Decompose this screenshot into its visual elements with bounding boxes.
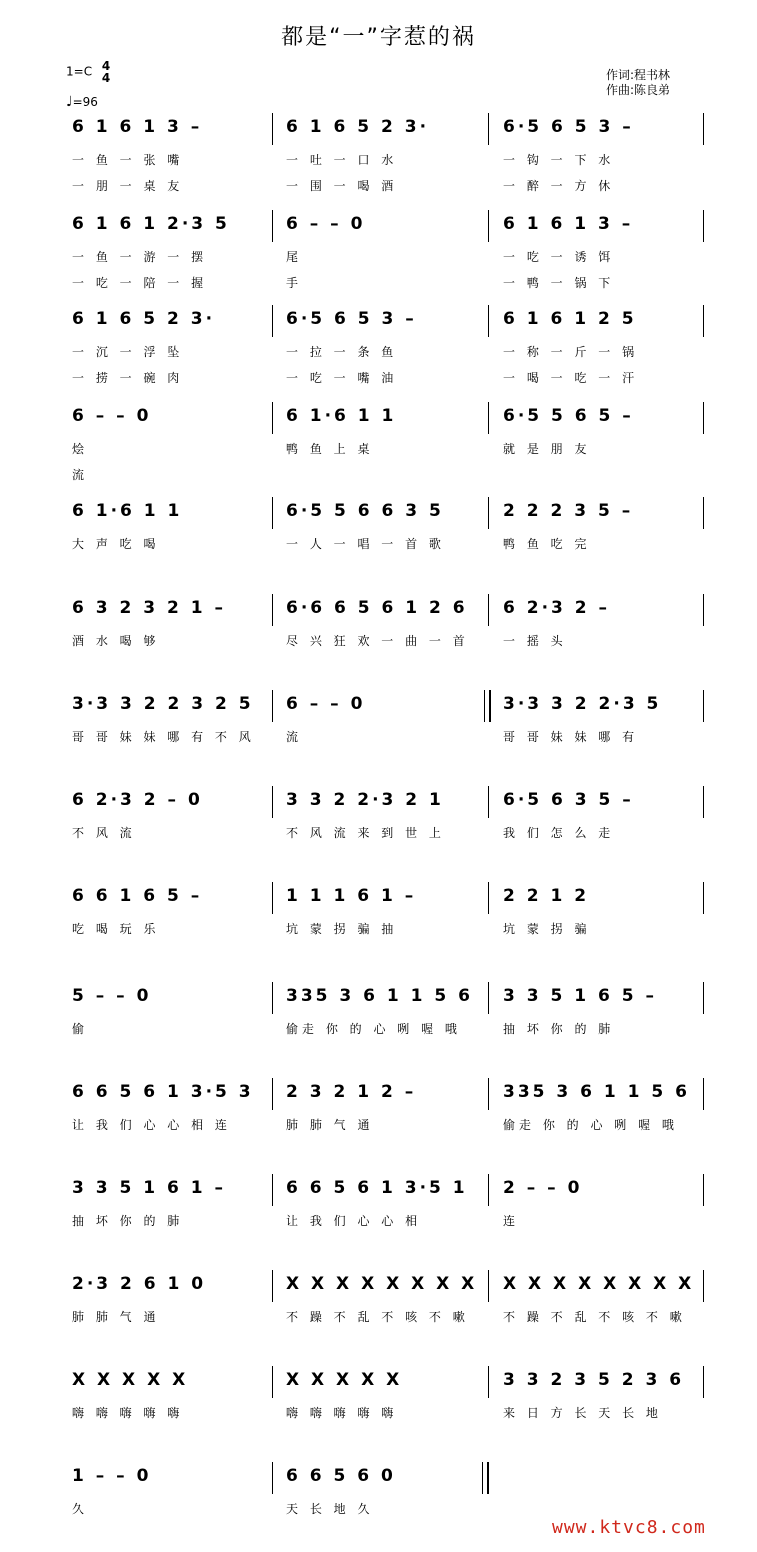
measure-notes: 6·5 5 6 5 – — [503, 406, 634, 426]
lyric-line-1: 肺 肺 气 通 — [286, 1118, 374, 1132]
key-and-time-signature — [66, 60, 110, 84]
barline — [703, 594, 704, 626]
measure-notes: 6 1 6 1 3 – — [72, 117, 203, 137]
barline — [703, 786, 704, 818]
lyric-line-1: 鸭 鱼 吃 完 — [503, 537, 591, 551]
barline — [272, 305, 273, 337]
measure-notes: 6 1 6 1 2 5 — [503, 309, 637, 329]
measure-notes: 6 6 5 6 1 3·5 3 — [72, 1082, 254, 1102]
measure-notes: 2 2 2 3 5 – — [503, 501, 634, 521]
measure-notes: 6·6 6 5 6 1 2 6 — [286, 598, 468, 618]
barline — [488, 1174, 489, 1206]
score-system — [0, 113, 757, 203]
barline — [272, 113, 273, 145]
measure-notes: 6 6 5 6 1 3·5 1 — [286, 1178, 468, 1198]
tempo-marking — [66, 94, 98, 110]
barline — [272, 210, 273, 242]
barline — [703, 402, 704, 434]
lyric-line-1: 鸭 鱼 上 桌 — [286, 442, 374, 456]
score-system — [0, 882, 757, 972]
lyric-line-1: 坑 蒙 拐 骗 抽 — [286, 922, 398, 936]
score-system — [0, 1270, 757, 1360]
lyric-line-1: 我 们 怎 么 走 — [503, 826, 615, 840]
lyric-line-1: 一 吐 一 口 水 — [286, 153, 398, 167]
barline — [703, 690, 704, 722]
measure-notes: 6·5 6 5 3 – — [503, 117, 634, 137]
measure-notes: 6 1·6 1 1 — [72, 501, 183, 521]
barline — [703, 1366, 704, 1398]
lyric-line-2: 一 围 一 喝 酒 — [286, 179, 398, 193]
lyric-line-1: 不 风 流 — [72, 826, 136, 840]
lyric-line-2: 一 吃 一 嘴 油 — [286, 371, 398, 385]
barline — [272, 402, 273, 434]
barline — [703, 1078, 704, 1110]
lyricist-credit: 作词:程书林 — [606, 68, 671, 82]
barline — [272, 594, 273, 626]
barline — [272, 1078, 273, 1110]
barline — [272, 690, 273, 722]
time-signature-bottom: 4 — [101, 71, 111, 85]
measure-notes: 335 3 6 1 1 5 6 — [286, 986, 473, 1006]
lyric-line-2: 一 醉 一 方 休 — [503, 179, 615, 193]
lyric-line-1: 偷 — [72, 1022, 89, 1036]
score-system — [0, 1366, 757, 1456]
barline — [488, 882, 489, 914]
barline — [703, 982, 704, 1014]
lyric-line-2: 一 鸭 一 锅 下 — [503, 276, 615, 290]
repeat-barline — [484, 690, 491, 722]
lyric-line-2: 一 朋 一 桌 友 — [72, 179, 184, 193]
lyric-line-1: 不 风 流 来 到 世 上 — [286, 826, 445, 840]
barline — [488, 305, 489, 337]
barline — [703, 1270, 704, 1302]
site-watermark: www.ktvc8.com — [552, 1517, 706, 1538]
measure-notes: 335 3 6 1 1 5 6 — [503, 1082, 690, 1102]
lyric-line-1: 来 日 方 长 天 长 地 — [503, 1406, 662, 1420]
measure-notes: 1 1 1 6 1 – — [286, 886, 417, 906]
measure-notes: 1 – – 0 — [72, 1466, 152, 1486]
lyric-line-1: 肺 肺 气 通 — [72, 1310, 160, 1324]
lyric-line-1: 一 钩 一 下 水 — [503, 153, 615, 167]
measure-notes: 3 3 2 2·3 2 1 — [286, 790, 444, 810]
score-system — [0, 690, 757, 780]
song-title: 都是“一”字惹的祸 — [281, 25, 476, 50]
lyric-line-2: 手 — [286, 276, 303, 290]
lyric-line-1: 尾 — [286, 250, 303, 264]
lyric-line-1: 一 鱼 一 游 一 摆 — [72, 250, 208, 264]
measure-notes: 6 1·6 1 1 — [286, 406, 397, 426]
lyric-line-1: 嗨 嗨 嗨 嗨 嗨 — [72, 1406, 184, 1420]
time-signature — [102, 60, 110, 84]
measure-notes: 2 – – 0 — [503, 1178, 583, 1198]
lyric-line-1: 偷走 你 的 心 咧 喔 哦 — [503, 1118, 678, 1132]
measure-notes: X X X X X X X X — [503, 1274, 695, 1294]
time-signature-top: 4 — [101, 59, 111, 73]
measure-notes: 6 1 6 5 2 3· — [72, 309, 216, 329]
lyric-line-1: 烩 — [72, 442, 89, 456]
lyric-line-1: 天 长 地 久 — [286, 1502, 374, 1516]
score-system — [0, 982, 757, 1072]
lyric-line-1: 偷走 你 的 心 咧 喔 哦 — [286, 1022, 461, 1036]
barline — [703, 113, 704, 145]
measure-notes: X X X X X — [72, 1370, 189, 1390]
measure-notes: 3·3 3 2 2 3 2 5 — [72, 694, 254, 714]
lyric-line-1: 哥 哥 妹 妹 哪 有 不 风 — [72, 730, 255, 744]
measure-notes: 6 2·3 2 – 0 — [72, 790, 203, 810]
lyric-line-1: 连 — [503, 1214, 520, 1228]
lyric-line-1: 一 摇 头 — [503, 634, 567, 648]
measure-notes: 3 3 2 3 5 2 3 6 — [503, 1370, 685, 1390]
measure-notes: X X X X X X X X — [286, 1274, 478, 1294]
measure-notes: 2 3 2 1 2 – — [286, 1082, 417, 1102]
measure-notes: 6 – – 0 — [286, 214, 366, 234]
score-system — [0, 305, 757, 395]
quarter-note-icon: ♩ — [66, 94, 73, 110]
barline — [272, 882, 273, 914]
score-system — [0, 1078, 757, 1168]
tempo-value: =96 — [72, 95, 98, 109]
score-system — [0, 1462, 757, 1552]
barline — [703, 210, 704, 242]
lyric-line-1: 让 我 们 心 心 相 — [286, 1214, 422, 1228]
lyric-line-1: 就 是 朋 友 — [503, 442, 591, 456]
measure-notes: 6 – – 0 — [72, 406, 152, 426]
lyric-line-2: 一 吃 一 陪 一 握 — [72, 276, 208, 290]
lyric-line-1: 嗨 嗨 嗨 嗨 嗨 — [286, 1406, 398, 1420]
lyric-line-1: 哥 哥 妹 妹 哪 有 — [503, 730, 639, 744]
barline — [703, 1174, 704, 1206]
measure-notes: 6 2·3 2 – — [503, 598, 611, 618]
measure-notes: 2·3 2 6 1 0 — [72, 1274, 207, 1294]
score-system — [0, 210, 757, 300]
lyric-line-1: 一 沉 一 浮 坠 — [72, 345, 184, 359]
barline — [272, 982, 273, 1014]
lyric-line-1: 一 吃 一 诱 饵 — [503, 250, 615, 264]
barline — [703, 497, 704, 529]
score-system — [0, 402, 757, 492]
lyric-line-1: 抽 坏 你 的 肺 — [503, 1022, 615, 1036]
measure-notes: 6 6 1 6 5 – — [72, 886, 203, 906]
lyric-line-1: 让 我 们 心 心 相 连 — [72, 1118, 231, 1132]
lyric-line-2: 一 喝 一 吃 一 汗 — [503, 371, 639, 385]
composer-credit: 作曲:陈良弟 — [606, 83, 671, 97]
measure-notes: 3·3 3 2 2·3 5 — [503, 694, 662, 714]
barline — [703, 882, 704, 914]
barline — [488, 1270, 489, 1302]
measure-notes: 6 3 2 3 2 1 – — [72, 598, 226, 618]
lyric-line-2: 一 捞 一 碗 肉 — [72, 371, 184, 385]
barline — [488, 594, 489, 626]
barline — [488, 210, 489, 242]
measure-notes: 6·5 6 5 3 – — [286, 309, 417, 329]
barline — [488, 1078, 489, 1110]
measure-notes: 2 2 1 2 — [503, 886, 590, 906]
measure-notes: 6·5 5 6 6 3 5 — [286, 501, 444, 521]
lyric-line-1: 大 声 吃 喝 — [72, 537, 160, 551]
barline — [488, 497, 489, 529]
lyric-line-1: 不 躁 不 乱 不 咳 不 嗽 — [503, 1310, 686, 1324]
lyric-line-1: 一 称 一 斤 一 锅 — [503, 345, 639, 359]
lyric-line-1: 尽 兴 狂 欢 一 曲 一 首 — [286, 634, 469, 648]
score-system — [0, 594, 757, 684]
barline — [272, 1366, 273, 1398]
lyric-line-2: 流 — [72, 468, 89, 482]
lyric-line-1: 抽 坏 你 的 肺 — [72, 1214, 184, 1228]
barline — [272, 1174, 273, 1206]
measure-notes: 6 – – 0 — [286, 694, 366, 714]
lyric-line-1: 酒 水 喝 够 — [72, 634, 160, 648]
lyric-line-1: 不 躁 不 乱 不 咳 不 嗽 — [286, 1310, 469, 1324]
measure-notes: X X X X X — [286, 1370, 403, 1390]
final-barline — [482, 1462, 489, 1494]
lyric-line-1: 一 鱼 一 张 嘴 — [72, 153, 184, 167]
credits — [606, 68, 670, 98]
barline — [272, 1462, 273, 1494]
measure-notes: 6 1 6 5 2 3· — [286, 117, 430, 137]
lyric-line-1: 坑 蒙 拐 骗 — [503, 922, 591, 936]
barline — [272, 497, 273, 529]
barline — [488, 1366, 489, 1398]
score-system — [0, 497, 757, 587]
barline — [488, 113, 489, 145]
score-system — [0, 1174, 757, 1264]
measure-notes: 6 1 6 1 3 – — [503, 214, 634, 234]
barline — [272, 786, 273, 818]
lyric-line-1: 吃 喝 玩 乐 — [72, 922, 160, 936]
barline — [272, 1270, 273, 1302]
measure-notes: 6 1 6 1 2·3 5 — [72, 214, 230, 234]
lyric-line-1: 流 — [286, 730, 303, 744]
measure-notes: 5 – – 0 — [72, 986, 152, 1006]
lyric-line-1: 一 拉 一 条 鱼 — [286, 345, 398, 359]
measure-notes: 3 3 5 1 6 5 – — [503, 986, 657, 1006]
lyric-line-1: 久 — [72, 1502, 89, 1516]
measure-notes: 6·5 6 3 5 – — [503, 790, 634, 810]
barline — [703, 305, 704, 337]
measure-notes: 3 3 5 1 6 1 – — [72, 1178, 226, 1198]
score-system — [0, 786, 757, 876]
key-signature: 1=C — [66, 64, 93, 79]
measure-notes: 6 6 5 6 0 — [286, 1466, 396, 1486]
lyric-line-1: 一 人 一 唱 一 首 歌 — [286, 537, 445, 551]
barline — [488, 402, 489, 434]
barline — [488, 786, 489, 818]
barline — [488, 982, 489, 1014]
